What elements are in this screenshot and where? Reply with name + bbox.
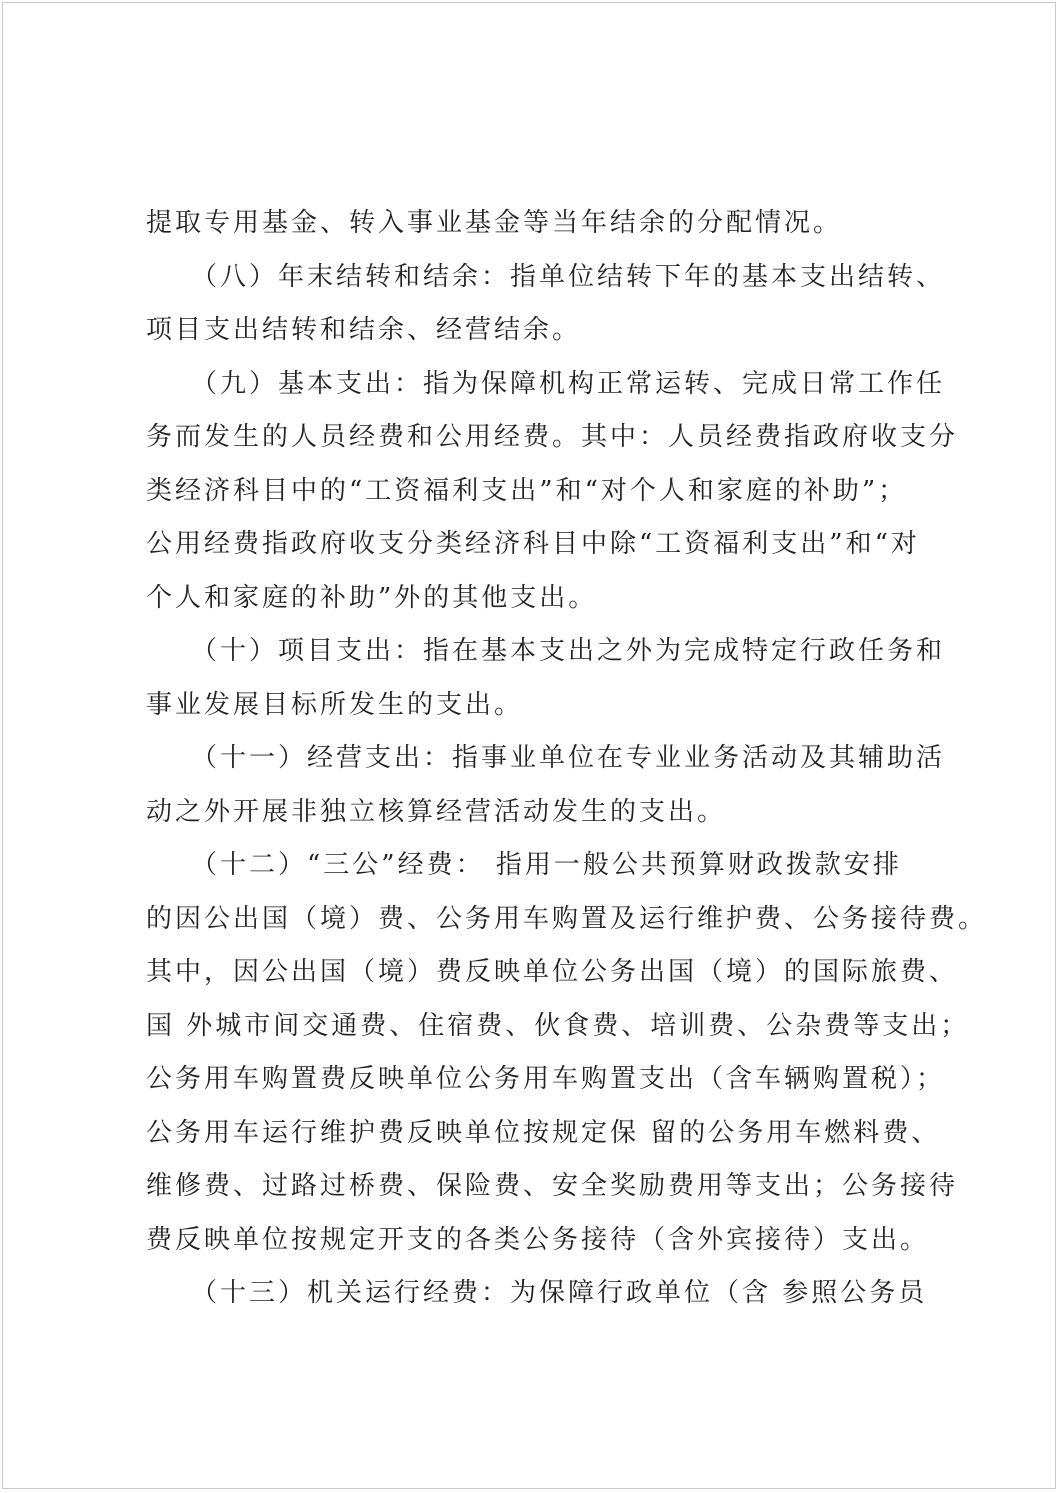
text-line-3: 项目支出结转和结余、经营结余。 bbox=[146, 315, 582, 345]
text-line-9: （十）项目支出：指在基本支出之外为完成特定行政任务和 bbox=[146, 636, 946, 666]
text-line-2: （八）年末结转和结余：指单位结转下年的基本支出结转、 bbox=[146, 261, 946, 292]
text-line-18: 公务用车运行维护费反映单位按规定保 留的公务用车燃料费、 bbox=[146, 1117, 941, 1148]
text-line-11: （十一）经营支出：指事业单位在专业业务活动及其辅助活 bbox=[146, 743, 946, 773]
text-line-10: 事业发展目标所发生的支出。 bbox=[146, 689, 524, 720]
text-line-16: 国 外城市间交通费、住宿费、伙食费、培训费、公杂费等支出； bbox=[146, 1010, 970, 1041]
text-line-6: 类经济科目中的“工资福利支出”和“对个人和家庭的补助”； bbox=[146, 475, 908, 506]
text-line-19: 维修费、过路过桥费、保险费、安全奖励费用等支出；公务接待 bbox=[146, 1171, 959, 1201]
document-body bbox=[146, 197, 988, 1321]
text-line-4: （九）基本支出：指为保障机构正常运转、完成日常工作任 bbox=[146, 368, 946, 399]
text-line-17: 公务用车购置费反映单位公务用车购置支出（含车辆购置税）； bbox=[146, 1064, 946, 1094]
text-line-1: 提取专用基金、转入事业基金等当年结余的分配情况。 bbox=[146, 208, 843, 238]
text-line-20: 费反映单位按规定开支的各类公务接待（含外宾接待）支出。 bbox=[146, 1224, 930, 1255]
text-line-21: （十三）机关运行经费：为保障行政单位（含 参照公务员 bbox=[146, 1278, 928, 1308]
text-line-13: （十二）“三公”经费： 指用一般公共预算财政拨款安排 bbox=[146, 850, 902, 880]
text-line-5: 务而发生的人员经费和公用经费。其中：人员经费指政府收支分 bbox=[146, 422, 959, 452]
text-line-12: 动之外开展非独立核算经营活动发生的支出。 bbox=[146, 796, 727, 827]
text-line-8: 个人和家庭的补助”外的其他支出。 bbox=[146, 582, 598, 613]
text-line-14: 的因公出国（境）费、公务用车购置及运行维护费、公务接待费。 bbox=[146, 903, 988, 934]
text-line-7: 公用经费指政府收支分类经济科目中除“工资福利支出”和“对 bbox=[146, 529, 920, 559]
text-line-15: 其中，因公出国（境）费反映单位公务出国（境）的国际旅费、 bbox=[146, 957, 959, 987]
page-frame bbox=[2, 2, 1056, 1489]
